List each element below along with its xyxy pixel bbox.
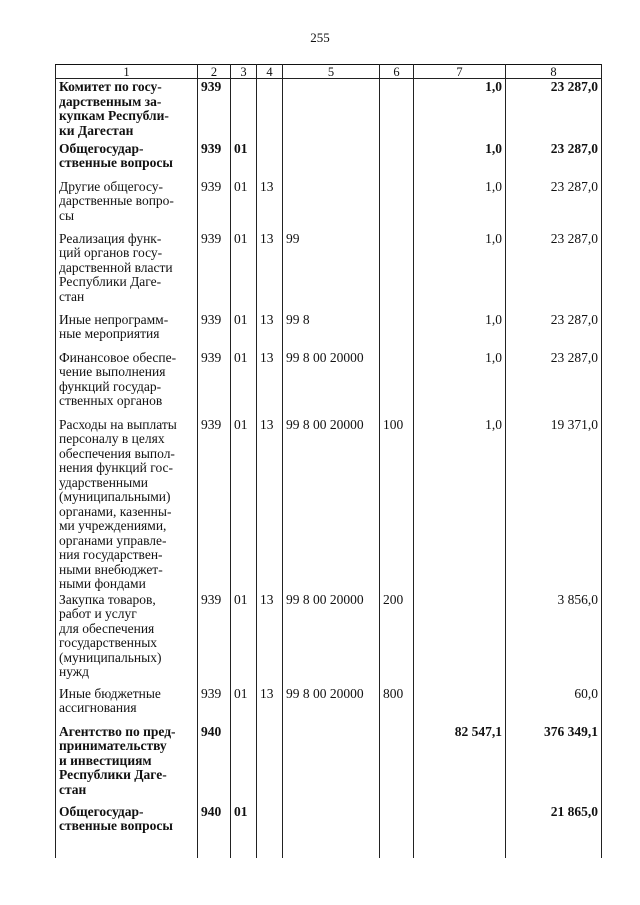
cell-target: 99 8 00 20000	[283, 350, 380, 417]
table-row	[56, 724, 602, 804]
cell-col7: 1,0	[414, 179, 506, 231]
cell-code: 940	[198, 724, 231, 804]
row-name: Общегосудар- ственные вопросы	[56, 804, 198, 858]
table-row	[56, 79, 602, 141]
table-row	[56, 417, 602, 592]
cell-type	[380, 724, 414, 804]
cell-code: 939	[198, 79, 231, 141]
cell-subsection: 13	[257, 179, 283, 231]
row-name: Общегосудар- ственные вопросы	[56, 141, 198, 179]
row-name: Закупка товаров, работ и услуг для обеспечения государственных (муниципальных) нужд	[56, 592, 198, 686]
row-name: Реализация функ- ций органов госу- дарственной власти Республики Даге- стан	[56, 231, 198, 312]
header-col-4: 4	[257, 65, 283, 79]
cell-type	[380, 804, 414, 858]
cell-col8: 21 865,0	[506, 804, 602, 858]
cell-target	[283, 79, 380, 141]
cell-section: 01	[231, 417, 257, 592]
cell-col7: 82 547,1	[414, 724, 506, 804]
cell-target: 99 8	[283, 312, 380, 350]
cell-target: 99 8 00 20000	[283, 417, 380, 592]
table-row	[56, 592, 602, 686]
cell-col7	[414, 592, 506, 686]
cell-section: 01	[231, 231, 257, 312]
cell-subsection	[257, 724, 283, 804]
cell-col8: 23 287,0	[506, 231, 602, 312]
cell-col7: 1,0	[414, 417, 506, 592]
cell-code: 939	[198, 141, 231, 179]
cell-type	[380, 141, 414, 179]
cell-type	[380, 231, 414, 312]
cell-code: 939	[198, 686, 231, 724]
header-col-3: 3	[231, 65, 257, 79]
table-row	[56, 231, 602, 312]
cell-subsection	[257, 804, 283, 858]
row-name: Расходы на выплаты персоналу в целях обеспечения выпол- нения функций гос- ударственными (муниципальными) органами, казенны- ми учреждениями, органами управле- ния государствен- ными внебюджет- ными фондами	[56, 417, 198, 592]
cell-target	[283, 141, 380, 179]
cell-col8: 23 287,0	[506, 312, 602, 350]
cell-subsection: 13	[257, 350, 283, 417]
row-name: Комитет по госу- дарственным за- купкам Республи- ки Дагестан	[56, 79, 198, 141]
table-row	[56, 179, 602, 231]
cell-subsection	[257, 141, 283, 179]
cell-col7	[414, 804, 506, 858]
cell-col8: 23 287,0	[506, 350, 602, 417]
cell-col7: 1,0	[414, 350, 506, 417]
cell-code: 940	[198, 804, 231, 858]
cell-type	[380, 179, 414, 231]
table-row	[56, 804, 602, 858]
cell-col7: 1,0	[414, 312, 506, 350]
cell-subsection: 13	[257, 231, 283, 312]
cell-target	[283, 179, 380, 231]
header-col-5: 5	[283, 65, 380, 79]
cell-type: 200	[380, 592, 414, 686]
table-header-row	[56, 65, 602, 79]
header-col-2: 2	[198, 65, 231, 79]
cell-code: 939	[198, 231, 231, 312]
cell-type	[380, 312, 414, 350]
cell-subsection: 13	[257, 312, 283, 350]
row-name: Другие общегосу- дарственные вопро- сы	[56, 179, 198, 231]
header-col-6: 6	[380, 65, 414, 79]
cell-target	[283, 724, 380, 804]
cell-subsection: 13	[257, 592, 283, 686]
table-row	[56, 141, 602, 179]
cell-section: 01	[231, 804, 257, 858]
cell-code: 939	[198, 312, 231, 350]
cell-col8: 23 287,0	[506, 179, 602, 231]
header-col-1: 1	[56, 65, 198, 79]
cell-type	[380, 79, 414, 141]
budget-table	[55, 64, 602, 858]
cell-col8: 376 349,1	[506, 724, 602, 804]
row-name: Финансовое обеспе- чение выполнения функций государ- ственных органов	[56, 350, 198, 417]
cell-type	[380, 350, 414, 417]
cell-col7: 1,0	[414, 231, 506, 312]
cell-code: 939	[198, 592, 231, 686]
table-body	[56, 79, 602, 858]
cell-target: 99 8 00 20000	[283, 592, 380, 686]
table-row	[56, 312, 602, 350]
page-number: 255	[310, 30, 330, 45]
row-name: Иные непрограмм- ные мероприятия	[56, 312, 198, 350]
cell-section	[231, 79, 257, 141]
table-row	[56, 686, 602, 724]
cell-subsection: 13	[257, 417, 283, 592]
cell-section: 01	[231, 592, 257, 686]
cell-type: 800	[380, 686, 414, 724]
cell-col8: 23 287,0	[506, 141, 602, 179]
cell-target	[283, 804, 380, 858]
cell-target: 99	[283, 231, 380, 312]
cell-section: 01	[231, 350, 257, 417]
cell-col8: 3 856,0	[506, 592, 602, 686]
header-col-7: 7	[414, 65, 506, 79]
cell-code: 939	[198, 179, 231, 231]
cell-type: 100	[380, 417, 414, 592]
cell-code: 939	[198, 350, 231, 417]
cell-col7: 1,0	[414, 141, 506, 179]
cell-section	[231, 724, 257, 804]
cell-col8: 60,0	[506, 686, 602, 724]
cell-subsection	[257, 79, 283, 141]
cell-target: 99 8 00 20000	[283, 686, 380, 724]
cell-section: 01	[231, 686, 257, 724]
cell-col8: 19 371,0	[506, 417, 602, 592]
table-row	[56, 350, 602, 417]
cell-col7	[414, 686, 506, 724]
cell-col7: 1,0	[414, 79, 506, 141]
cell-section: 01	[231, 312, 257, 350]
cell-col8: 23 287,0	[506, 79, 602, 141]
row-name: Иные бюджетные ассигнования	[56, 686, 198, 724]
cell-section: 01	[231, 179, 257, 231]
cell-section: 01	[231, 141, 257, 179]
row-name: Агентство по пред- принимательству и инвестициям Республики Даге- стан	[56, 724, 198, 804]
cell-subsection: 13	[257, 686, 283, 724]
cell-code: 939	[198, 417, 231, 592]
header-col-8: 8	[506, 65, 602, 79]
